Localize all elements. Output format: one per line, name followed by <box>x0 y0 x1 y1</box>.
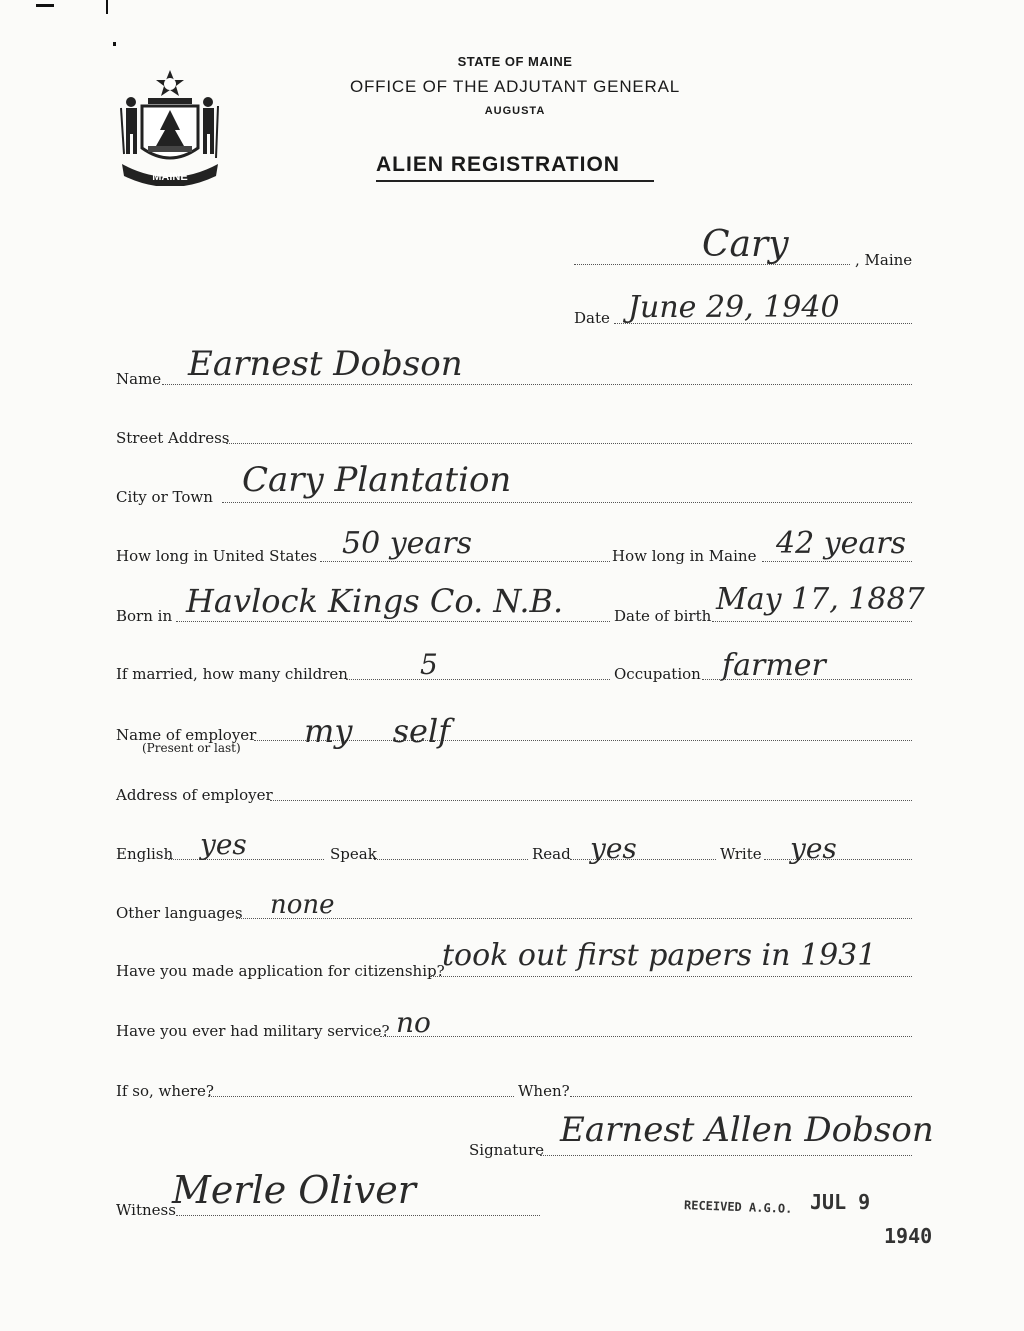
speak-line <box>374 859 528 860</box>
employer-sublabel: (Present or last) <box>142 741 241 755</box>
english-label: English <box>116 845 174 863</box>
maine-time-value: 42 years <box>776 526 907 561</box>
where-label: If so, where? <box>116 1082 214 1100</box>
name-line <box>162 384 912 385</box>
dob-label: Date of birth <box>614 607 712 625</box>
dob-line <box>712 621 912 622</box>
military-line <box>380 1036 912 1037</box>
witness-value: Merle Oliver <box>172 1168 416 1212</box>
maine-time-line <box>762 561 912 562</box>
when-label: When? <box>518 1082 570 1100</box>
born-line <box>176 621 610 622</box>
other-languages-label: Other languages <box>116 904 243 922</box>
city-value: Cary Plantation <box>242 460 512 500</box>
where-line <box>208 1096 514 1097</box>
maine-time-label: How long in Maine <box>612 547 757 565</box>
write-label: Write <box>720 845 762 863</box>
street-line <box>226 443 912 444</box>
name-value: Earnest Dobson <box>188 344 463 384</box>
employer-address-line <box>270 800 912 801</box>
scan-mark <box>36 4 54 7</box>
us-time-label: How long in United States <box>116 547 318 565</box>
when-line <box>570 1096 912 1097</box>
write-line <box>764 859 912 860</box>
occupation-label: Occupation <box>614 665 701 683</box>
date-label: Date <box>574 309 610 327</box>
read-label: Read <box>532 845 571 863</box>
other-languages-value: none <box>270 890 335 920</box>
born-value: Havlock Kings Co. N.B. <box>186 582 564 620</box>
signature-line <box>540 1155 912 1156</box>
military-label: Have you ever had military service? <box>116 1022 390 1040</box>
title-underline <box>376 180 654 182</box>
scan-mark <box>113 42 116 46</box>
town-suffix: , Maine <box>855 251 913 269</box>
witness-label: Witness <box>116 1201 176 1219</box>
received-stamp-date: JUL 9 <box>810 1190 871 1214</box>
employer-address-label: Address of employer <box>116 786 273 804</box>
city-line <box>222 502 912 503</box>
scan-mark <box>106 0 108 14</box>
speak-label: Speak <box>330 845 377 863</box>
children-value: 5 <box>420 648 438 681</box>
children-label: If married, how many children <box>116 665 348 683</box>
office-heading: OFFICE OF THE ADJUTANT GENERAL <box>349 77 681 96</box>
us-time-line <box>320 561 610 562</box>
received-stamp-year: 1940 <box>884 1224 933 1248</box>
military-value: no <box>396 1006 431 1039</box>
write-value: yes <box>790 832 837 865</box>
city-heading: AUGUSTA <box>484 105 546 117</box>
received-stamp: RECEIVED A.G.O. <box>683 1198 793 1216</box>
city-label: City or Town <box>116 488 213 506</box>
name-label: Name <box>116 370 162 388</box>
dob-value: May 17, 1887 <box>716 582 925 617</box>
citizenship-label: Have you made application for citizenship? <box>116 962 445 980</box>
town-value: Cary <box>702 224 789 265</box>
children-line <box>346 679 610 680</box>
employer-label: Name of employer <box>116 726 257 744</box>
state-heading: STATE OF MAINE <box>457 54 573 69</box>
occupation-value: farmer <box>722 648 826 683</box>
english-value: yes <box>200 828 247 861</box>
other-languages-line <box>236 918 912 919</box>
signature-label: Signature <box>469 1141 545 1159</box>
form-title: ALIEN REGISTRATION <box>376 153 620 176</box>
signature-value: Earnest Allen Dobson <box>560 1110 934 1150</box>
street-label: Street Address <box>116 429 230 447</box>
born-label: Born in <box>116 607 173 625</box>
citizenship-value: took out first papers in 1931 <box>442 938 877 973</box>
us-time-value: 50 years <box>342 526 473 561</box>
svg-text:MAINE: MAINE <box>152 171 188 183</box>
read-value: yes <box>590 832 637 865</box>
witness-line <box>176 1215 540 1216</box>
employer-value: my self <box>304 712 451 750</box>
date-value: June 29, 1940 <box>628 290 840 325</box>
citizenship-line <box>430 976 912 977</box>
